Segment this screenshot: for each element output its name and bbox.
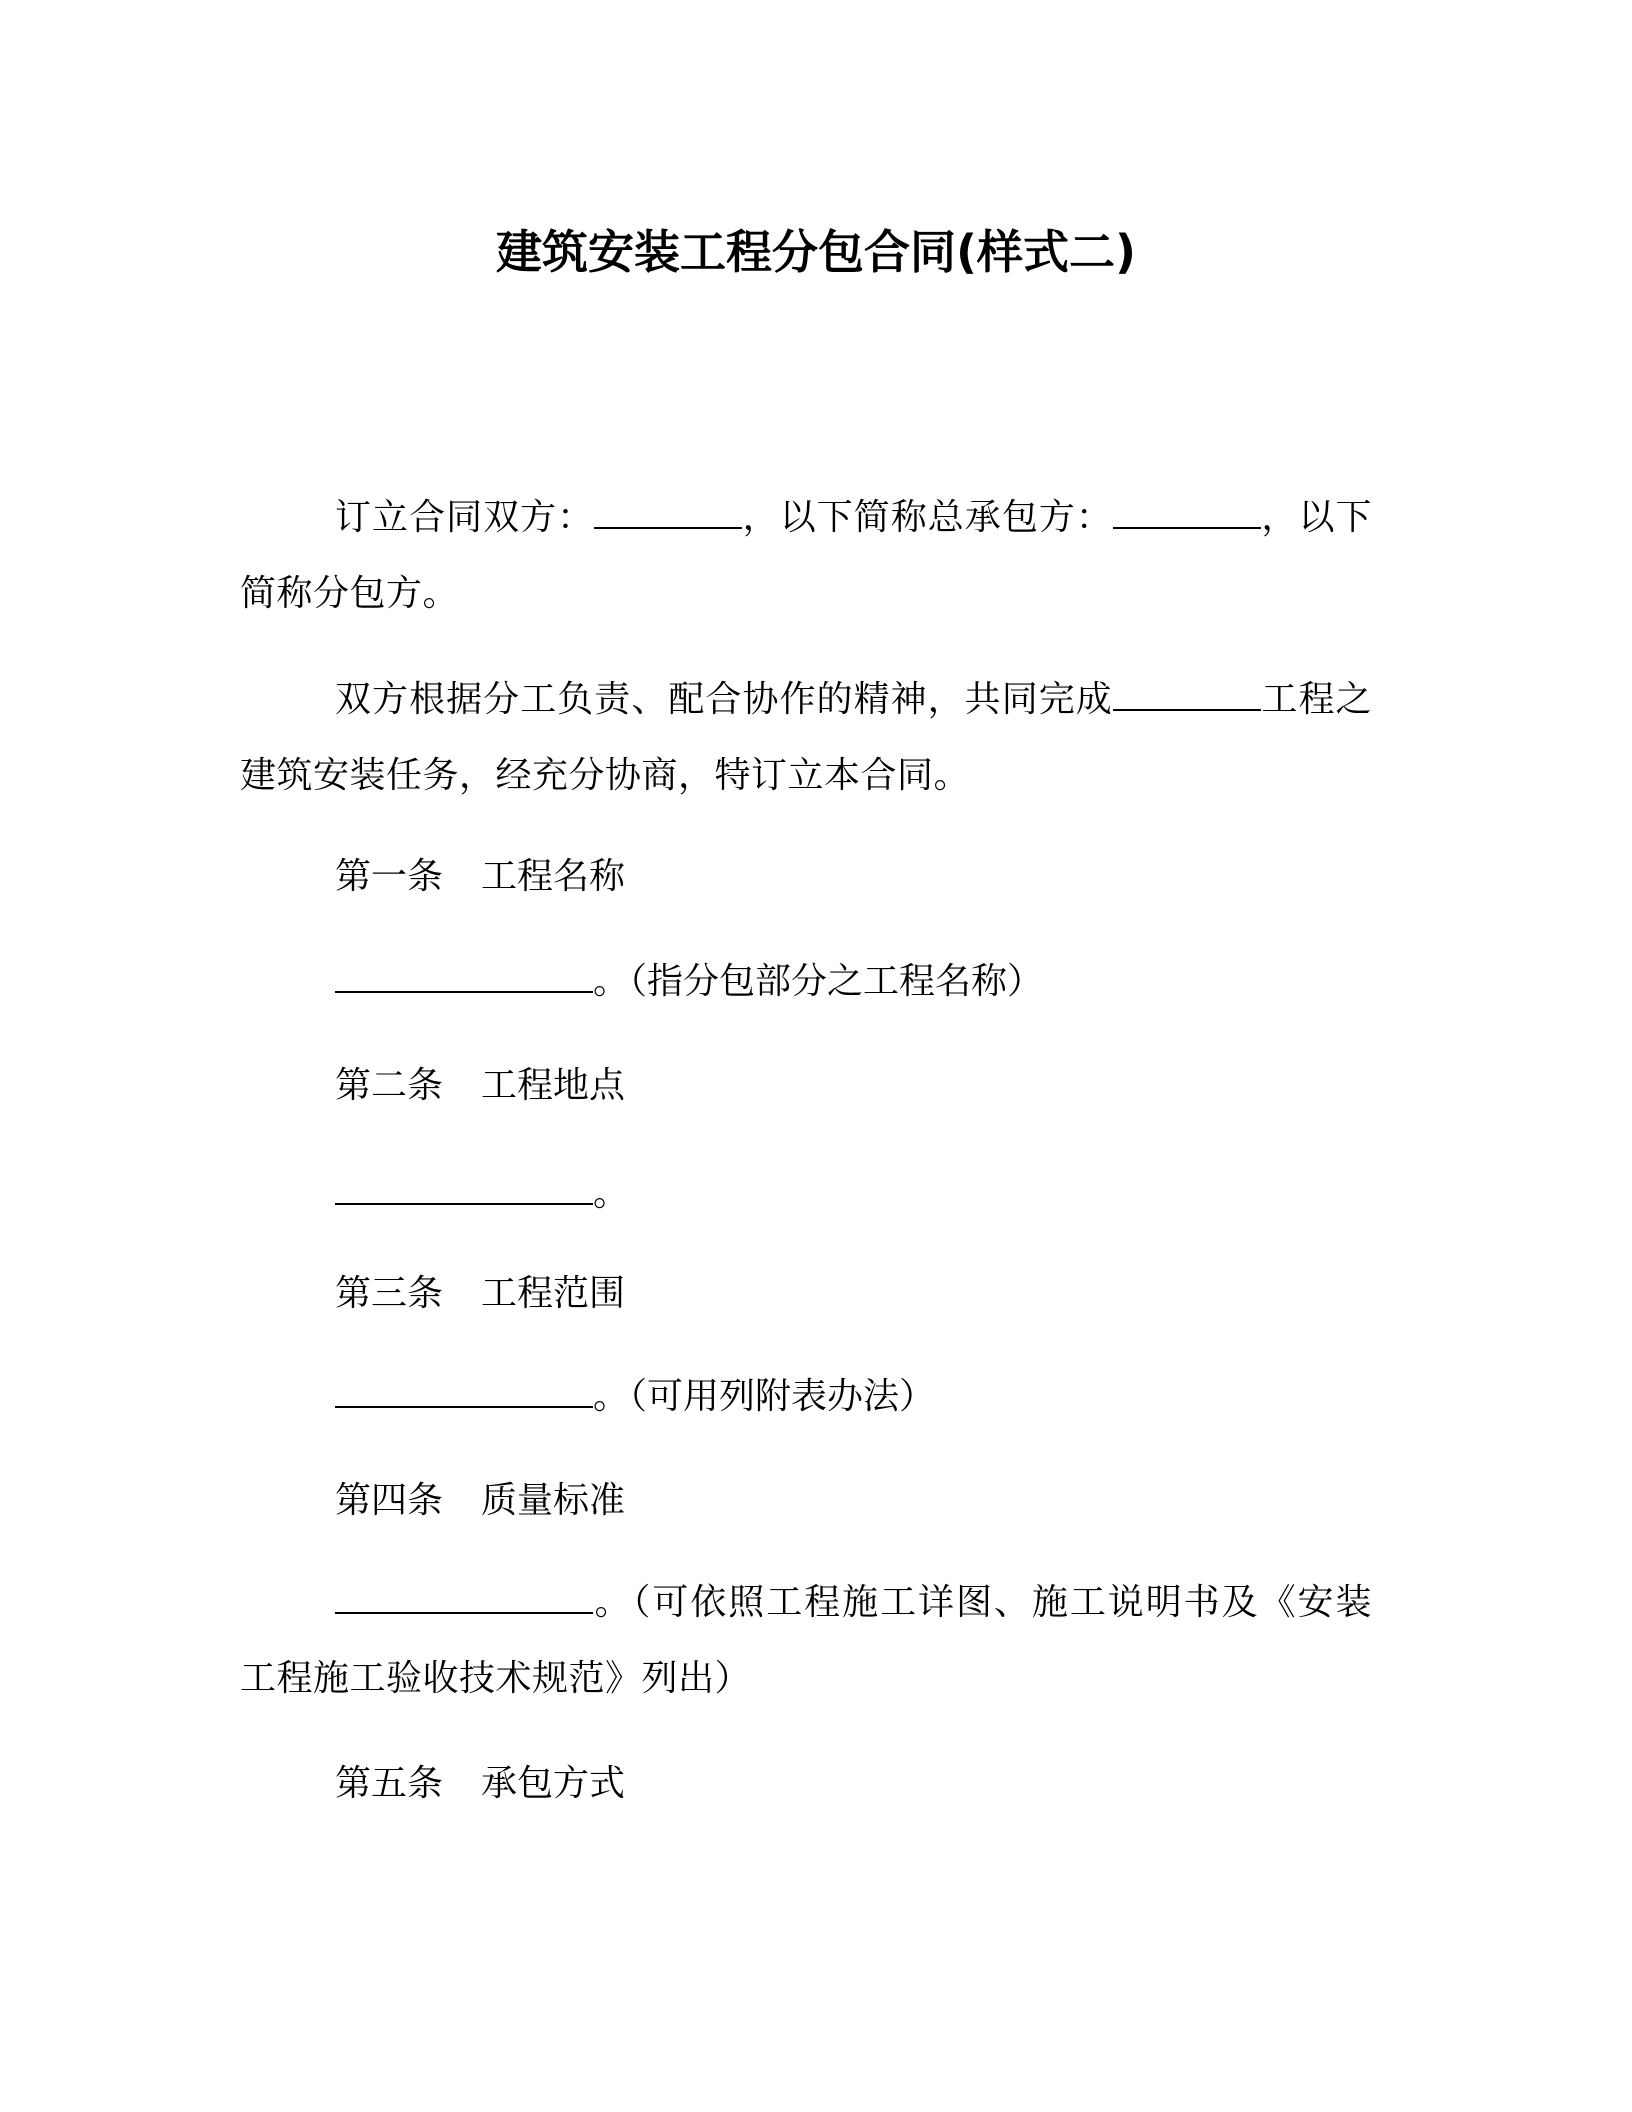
article-4-body: [240, 1565, 1372, 1717]
intro-text-3: ，以下简称分包方。: [240, 497, 1372, 614]
blank-field-location[interactable]: [335, 1173, 593, 1205]
purpose-text-1: 双方根据分工负责、配合协作的精神，共同完成: [335, 679, 1113, 720]
article-note: 。: [593, 1173, 630, 1214]
intro-paragraph: [240, 480, 1372, 632]
document-title: 建筑安装工程分包合同(样式二): [495, 225, 1137, 279]
article-5-heading: [335, 1760, 625, 1808]
blank-field-subcontractor[interactable]: [1113, 497, 1261, 529]
article-title: 工程名称: [481, 856, 626, 897]
article-2-body: [335, 1170, 629, 1218]
intro-text-2: ，以下简称总承包方：: [742, 497, 1113, 538]
article-3-heading: [335, 1270, 625, 1318]
article-4-heading: [335, 1477, 625, 1525]
blank-field-scope[interactable]: [335, 1376, 593, 1408]
blank-field-quality[interactable]: [335, 1582, 593, 1614]
article-note: 。（可依照工程施工详图、施工说明书及《安装工程施工验收技术规范》列出）: [240, 1582, 1372, 1699]
article-1-heading: [335, 853, 625, 901]
article-number: 第五条: [335, 1763, 444, 1804]
article-title: 承包方式: [481, 1763, 626, 1804]
article-number: 第三条: [335, 1273, 444, 1314]
blank-field-party[interactable]: [594, 497, 742, 529]
article-note: 。（可用列附表办法）: [593, 1376, 936, 1417]
article-2-heading: [335, 1062, 625, 1110]
blank-field-project[interactable]: [1113, 679, 1261, 711]
purpose-paragraph: [240, 662, 1372, 814]
article-number: 第二条: [335, 1065, 444, 1106]
article-3-body: [335, 1373, 935, 1421]
article-title: 工程范围: [481, 1273, 626, 1314]
article-number: 第一条: [335, 856, 444, 897]
article-number: 第四条: [335, 1480, 444, 1521]
intro-text-1: 订立合同双方：: [335, 497, 595, 538]
article-1-body: [335, 958, 1043, 1006]
purpose-text-2: 工程之建筑安装任务，经充分协商，特订立本合同。: [240, 679, 1372, 796]
article-title: 质量标准: [481, 1480, 626, 1521]
blank-field-project-name[interactable]: [335, 961, 593, 993]
article-note: 。（指分包部分之工程名称）: [593, 961, 1044, 1002]
article-title: 工程地点: [481, 1065, 626, 1106]
